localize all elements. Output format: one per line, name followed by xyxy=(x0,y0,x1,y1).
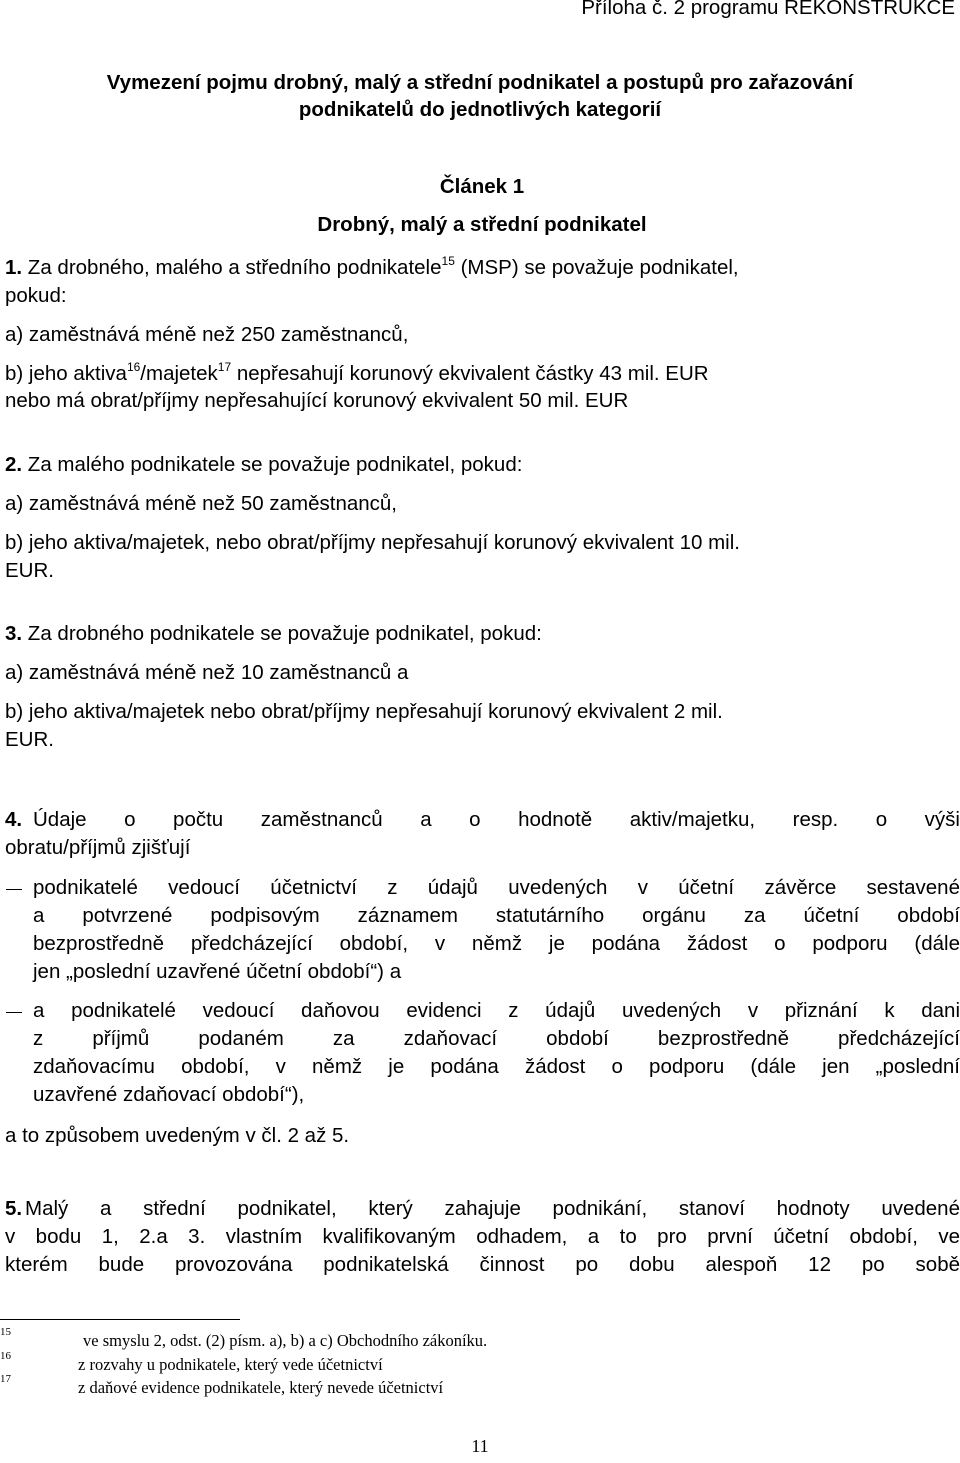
footnote-15-text: ve smyslu 2, odst. (2) písm. a), b) a c) Obchodního zákoníku. xyxy=(83,1331,488,1350)
annex-header: Příloha č. 2 programu REKONSTRUKCE xyxy=(581,0,955,19)
footnote-ref-16: 16 xyxy=(126,360,141,375)
document-title-line-1: Vymezení pojmu drobný, malý a střední podnikatel a postupů pro zařazování xyxy=(106,71,854,94)
section-2-number: 2. xyxy=(5,453,23,476)
section-4-line-1: Údaje o počtu zaměstnanců a o hodnotě aktiv/majetku, resp. o výši xyxy=(33,808,960,831)
section-3-item-b-line-1: b) jeho aktiva/majetek nebo obrat/příjmy nepřesahují korunový ekvivalent 2 mil. xyxy=(5,700,723,723)
footnote-ref-17: 17 xyxy=(217,360,232,375)
section-4-number-text: 4. xyxy=(5,808,23,831)
section-4-item-2-line-2: z příjmů podaném za zdaňovací období bezprostředně předcházející xyxy=(33,1027,960,1050)
document-title-line-2: podnikatelů do jednotlivých kategorií xyxy=(298,98,662,121)
section-2-item-b-line-1: b) jeho aktiva/majetek, nebo obrat/příjmy nepřesahují korunový ekvivalent 10 mil. xyxy=(5,531,740,554)
footnote-17-text: z daňové evidence podnikatele, který nevede účetnictví xyxy=(78,1378,444,1397)
article-heading-text: Drobný, malý a střední podnikatel xyxy=(317,213,647,236)
section-1-item-b-text-b: /majetek xyxy=(140,362,218,385)
section-1-number: 1. xyxy=(5,256,23,279)
section-2-item-a: a) zaměstnává méně než 50 zaměstnanců, xyxy=(5,492,397,515)
section-1-item-b-line-2: nebo má obrat/příjmy nepřesahující korunový ekvivalent 50 mil. EUR xyxy=(5,389,629,412)
section-3-item-a: a) zaměstnává méně než 10 zaměstnanců a xyxy=(5,661,409,684)
section-1-item-b-line-1 xyxy=(5,360,709,388)
section-1-text-a: Za drobného, malého a středního podnikatele xyxy=(22,256,442,279)
footnote-16-number: 16 xyxy=(0,1350,11,1362)
section-1-item-b-text-a: b) jeho aktiva xyxy=(5,362,127,385)
footnote-ref-15: 15 xyxy=(441,254,455,269)
section-2-line-1 xyxy=(5,451,522,479)
section-4-number xyxy=(5,806,22,834)
section-4-item-1-line-1: podnikatelé vedoucí účetnictví z údajů uvedených v účetní závěrce sestavené xyxy=(33,876,960,899)
article-number xyxy=(0,173,960,201)
section-4-item-2-line-4: uzavřené zdaňovací období“), xyxy=(33,1083,305,1106)
article-number-text: Článek 1 xyxy=(439,175,525,198)
section-1-item-a: a) zaměstnává méně než 250 zaměstnanců, xyxy=(5,323,409,346)
list-dash-1 xyxy=(6,889,22,890)
section-4-item-1-line-4: jen „poslední uzavřené účetní období“) a xyxy=(33,960,402,983)
section-3-text: Za drobného podnikatele se považuje podnikatel, pokud: xyxy=(22,622,542,645)
section-4-item-2-line-1: a podnikatelé vedoucí daňovou evidenci z údajů uvedených v přiznání k dani xyxy=(33,999,960,1022)
section-3-number: 3. xyxy=(5,622,23,645)
section-5-line-2: v bodu 1, 2.a 3. vlastním kvalifikovaným odhadem, a to pro první účetní období, ve xyxy=(5,1225,960,1248)
article-heading xyxy=(0,211,960,239)
page-number: 11 xyxy=(471,1436,489,1456)
section-5-line-1: Malý a střední podnikatel, který zahajuje podnikání, stanoví hodnoty uvedené xyxy=(25,1197,960,1220)
section-2-item-b-line-2: EUR. xyxy=(5,559,54,582)
section-1-item-b-text-c: nepřesahují korunový ekvivalent částky 43 mil. EUR xyxy=(231,362,709,385)
section-4-item-1-line-2: a potvrzené podpisovým záznamem statutárního orgánu za účetní období xyxy=(33,904,960,927)
section-1-line-2: pokud: xyxy=(5,284,67,307)
section-4-item-1-line-3: bezprostředně předcházející období, v němž je podána žádost o podporu (dále xyxy=(33,932,960,955)
section-1-line-1 xyxy=(5,254,739,282)
footnote-17-number: 17 xyxy=(0,1373,11,1385)
footnote-separator xyxy=(0,1319,240,1320)
footnote-15-number: 15 xyxy=(0,1326,11,1338)
section-3-line-1 xyxy=(5,620,542,648)
section-4-line-2: obratu/příjmů zjišťují xyxy=(5,836,191,859)
section-3-item-b-line-2: EUR. xyxy=(5,728,54,751)
section-5-number-text: 5. xyxy=(5,1197,23,1220)
section-5-line-3: kterém bude provozována podnikatelská činnost po dobu alespoň 12 po sobě xyxy=(5,1253,960,1276)
section-5-number xyxy=(5,1195,22,1223)
section-4-item-2-line-3: zdaňovacímu období, v němž je podána žádost o podporu (dále jen „poslední xyxy=(33,1055,960,1078)
section-4-tail: a to způsobem uvedeným v čl. 2 až 5. xyxy=(5,1124,350,1147)
list-dash-2 xyxy=(6,1012,22,1013)
footnote-16-text: z rozvahy u podnikatele, který vede účetnictví xyxy=(78,1355,383,1374)
section-1-text-b: (MSP) se považuje podnikatel, xyxy=(454,256,739,279)
section-2-text: Za malého podnikatele se považuje podnikatel, pokud: xyxy=(22,453,523,476)
